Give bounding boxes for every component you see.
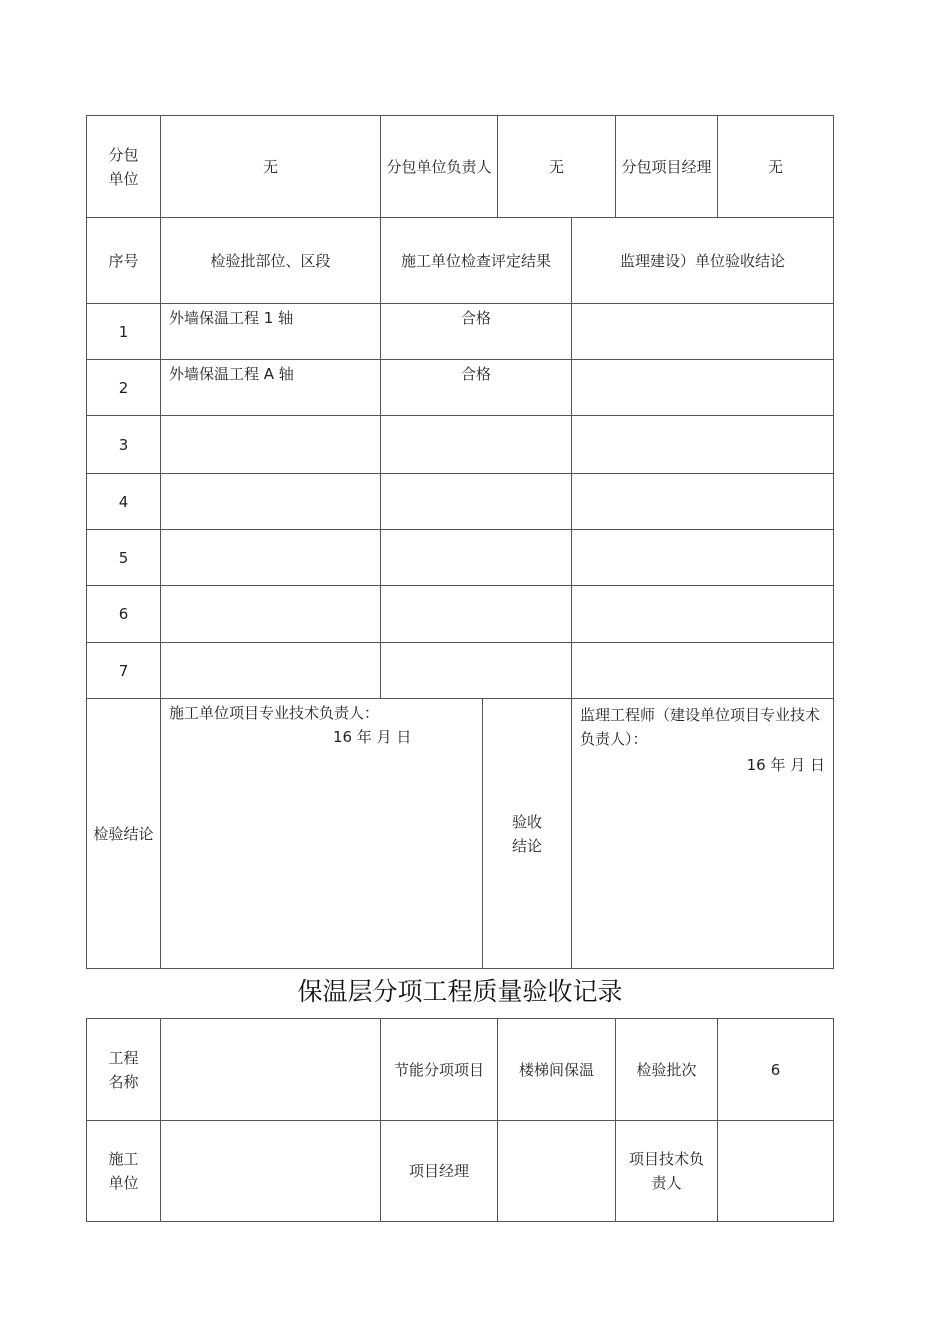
col-header-location: 检验批部位、区段 (160, 217, 381, 304)
row-3-result (380, 415, 572, 474)
supervisor-sign-label: 监理工程师（建设单位项目专业技术负责人）： (580, 706, 821, 748)
row-7-conclusion (571, 642, 834, 699)
contractor-sign-date: 16 年 月 日 (333, 728, 412, 746)
row-6-location (160, 585, 381, 643)
sub-head-label: 分包单位负责人 (380, 115, 498, 218)
col-header-conclusion: 监理建设）单位验收结论 (571, 217, 834, 304)
subcontractor-label: 分包 单位 (86, 115, 161, 218)
contractor-sign-box (160, 698, 483, 969)
tech-lead-value (717, 1120, 834, 1222)
acceptance-conclusion-label: 验收 结论 (482, 698, 572, 969)
project-name-value (160, 1018, 381, 1121)
row-4-result (380, 473, 572, 530)
row-5-result (380, 529, 572, 586)
project-info-table (86, 1018, 834, 1222)
row-4-conclusion (571, 473, 834, 530)
supervisor-sign-date: 16 年 月 日 (746, 756, 825, 774)
row-5-location (160, 529, 381, 586)
row-4-location (160, 473, 381, 530)
batch-label: 检验批次 (615, 1018, 718, 1121)
row-7-location (160, 642, 381, 699)
pm-label: 项目经理 (380, 1120, 498, 1222)
row-1-location: 外墙保温工程 1 轴 (160, 303, 381, 360)
row-1-conclusion (571, 303, 834, 360)
row-7-no: 7 (86, 642, 161, 699)
pm-value (497, 1120, 616, 1222)
row-4-no: 4 (86, 473, 161, 530)
row-3-conclusion (571, 415, 834, 474)
row-3-no: 3 (86, 415, 161, 474)
col-header-no: 序号 (86, 217, 161, 304)
inspection-conclusion-label: 检验结论 (86, 698, 161, 969)
col-header-result: 施工单位检查评定结果 (380, 217, 572, 304)
sub-pm-value: 无 (717, 115, 834, 218)
sub-pm-label: 分包项目经理 (615, 115, 718, 218)
sub-head-value: 无 (497, 115, 616, 218)
supervisor-sign-box (571, 698, 834, 969)
subcontractor-value: 无 (160, 115, 381, 218)
contractor-label: 施工 单位 (86, 1120, 161, 1222)
row-5-conclusion (571, 529, 834, 586)
contractor-sign-label: 施工单位项目专业技术负责人： (169, 704, 380, 722)
batch-value: 6 (717, 1018, 834, 1121)
row-2-conclusion (571, 359, 834, 416)
subitem-label: 节能分项项目 (380, 1018, 498, 1121)
row-7-result (380, 642, 572, 699)
row-2-result: 合格 (380, 359, 572, 416)
row-6-result (380, 585, 572, 643)
row-3-location (160, 415, 381, 474)
row-1-result: 合格 (380, 303, 572, 360)
subitem-value: 楼梯间保温 (497, 1018, 616, 1121)
inspection-table (86, 115, 834, 969)
row-1-no: 1 (86, 303, 161, 360)
contractor-value (160, 1120, 381, 1222)
row-2-no: 2 (86, 359, 161, 416)
project-name-label: 工程 名称 (86, 1018, 161, 1121)
page-title: 保温层分项工程质量验收记录 (297, 977, 623, 1006)
row-2-location: 外墙保温工程 A 轴 (160, 359, 381, 416)
row-5-no: 5 (86, 529, 161, 586)
row-6-no: 6 (86, 585, 161, 643)
row-6-conclusion (571, 585, 834, 643)
tech-lead-label: 项目技术负 责人 (615, 1120, 718, 1222)
